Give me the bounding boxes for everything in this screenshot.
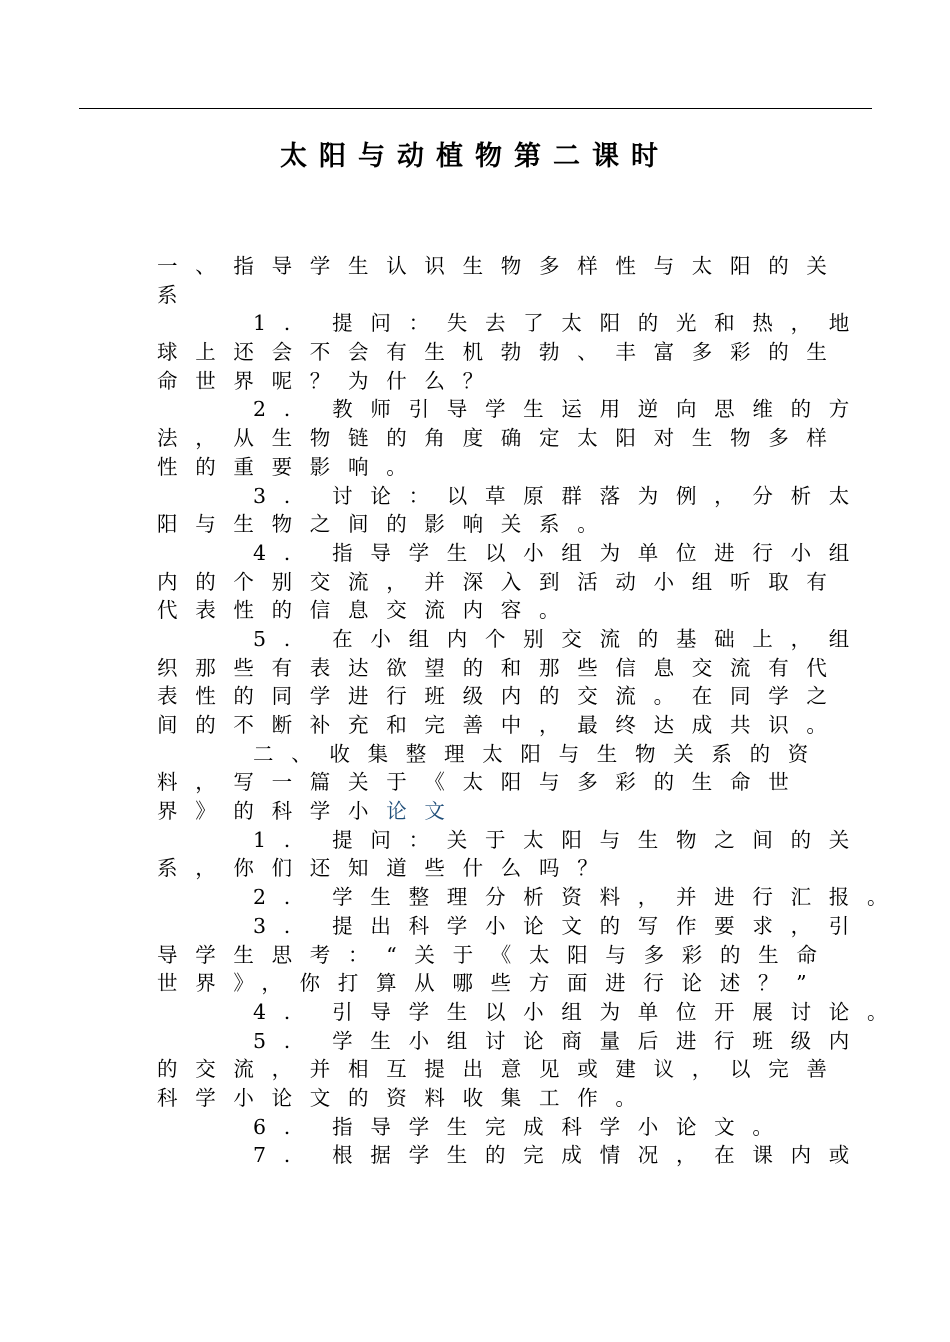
line-text: 料，写一篇关于《太阳与多彩的生命世: [157, 770, 807, 795]
text-line: [157, 482, 867, 511]
text-line: [157, 252, 857, 281]
text-line: [157, 1055, 857, 1084]
text-line: [157, 826, 867, 855]
line-text: 2. 教师引导学生运用逆向思维的方: [253, 397, 867, 422]
text-line: [157, 309, 867, 338]
line-text: 1. 提问：关于太阳与生物之间的关: [253, 827, 867, 852]
line-text: 4. 引导学生以小组为单位开展讨论。: [253, 999, 906, 1024]
text-line: [157, 1084, 857, 1113]
text-line: [157, 654, 857, 683]
text-line: [157, 969, 857, 998]
document-body: [157, 252, 906, 1170]
text-line: [157, 768, 857, 797]
line-text: 系: [157, 282, 196, 307]
line-text: 间的不断补充和完善中，最终达成共识。: [157, 713, 845, 737]
text-line: [157, 367, 857, 396]
line-text: 世界》，你打算从哪些方面进行论述？”: [157, 971, 825, 996]
text-line: [157, 998, 906, 1027]
text-line: [157, 912, 867, 941]
line-text: 系，你们还知道些什么吗？: [157, 856, 616, 881]
line-text: 2. 学生整理分析资料，并进行汇报。: [253, 885, 906, 910]
line-text: 的交流，并相互提出意见或建议，以完善: [157, 1057, 845, 1082]
text-line: [157, 1141, 867, 1170]
line-text: 命世界呢？为什么？: [157, 368, 501, 393]
line-text: 3. 讨论：以草原群落为例，分析太: [253, 483, 867, 508]
text-line: [157, 453, 857, 482]
line-text: 法，从生物链的角度确定太阳对生物多样: [157, 426, 845, 451]
text-line: [157, 883, 906, 912]
text-line: [157, 854, 857, 883]
line-text: 1. 提问：失去了太阳的光和热，地: [253, 311, 867, 336]
text-line: [157, 281, 857, 310]
text-line: [157, 625, 867, 654]
text-line: [157, 797, 857, 826]
line-text: 代表性的信息交流内容。: [157, 598, 578, 623]
line-text: 织那些有表达欲望的和那些信息交流有代: [157, 655, 845, 680]
text-line: [157, 510, 857, 539]
line-text: 阳与生物之间的影响关系。: [157, 512, 616, 537]
text-line: [157, 338, 857, 367]
text-line: [157, 424, 857, 453]
line-text: 一、指导学生认识生物多样性与太阳的关: [157, 254, 845, 278]
line-text: 二、收集整理太阳与生物关系的资: [253, 741, 826, 766]
line-text: 5. 学生小组讨论商量后进行班级内: [253, 1028, 867, 1053]
text-line: [157, 395, 867, 424]
line-text: 内的个别交流，并深入到活动小组听取有: [157, 569, 845, 594]
line-text: 6. 指导学生完成科学小论文。: [253, 1114, 791, 1139]
line-text: 界》的科学小: [157, 799, 387, 824]
line-text: 球上还会不会有生机勃勃、丰富多彩的生: [157, 340, 845, 365]
line-text: 表性的同学进行班级内的交流。在同学之: [157, 684, 845, 709]
line-text: 导学生思考：“关于《太阳与多彩的生命: [157, 942, 835, 967]
text-line: [157, 740, 857, 769]
inline-link[interactable]: 论文: [386, 799, 463, 824]
page-title: 太阳与动植物第二课时: [280, 141, 670, 172]
text-line: [157, 539, 867, 568]
text-line: [157, 596, 857, 625]
text-line: [157, 568, 857, 597]
text-line: [157, 711, 857, 740]
line-text: 3. 提出科学小论文的写作要求，引: [253, 913, 867, 938]
header-rule: [79, 108, 872, 109]
text-line: [157, 682, 857, 711]
text-line: [157, 1113, 857, 1142]
line-text: 性的重要影响。: [157, 454, 425, 479]
line-text: 5. 在小组内个别交流的基础上，组: [253, 626, 867, 651]
text-line: [157, 941, 857, 970]
text-line: [157, 1027, 867, 1056]
line-text: 7. 根据学生的完成情况，在课内或: [253, 1143, 867, 1168]
line-text: 4. 指导学生以小组为单位进行小组: [253, 540, 867, 565]
line-text: 科学小论文的资料收集工作。: [157, 1085, 654, 1110]
